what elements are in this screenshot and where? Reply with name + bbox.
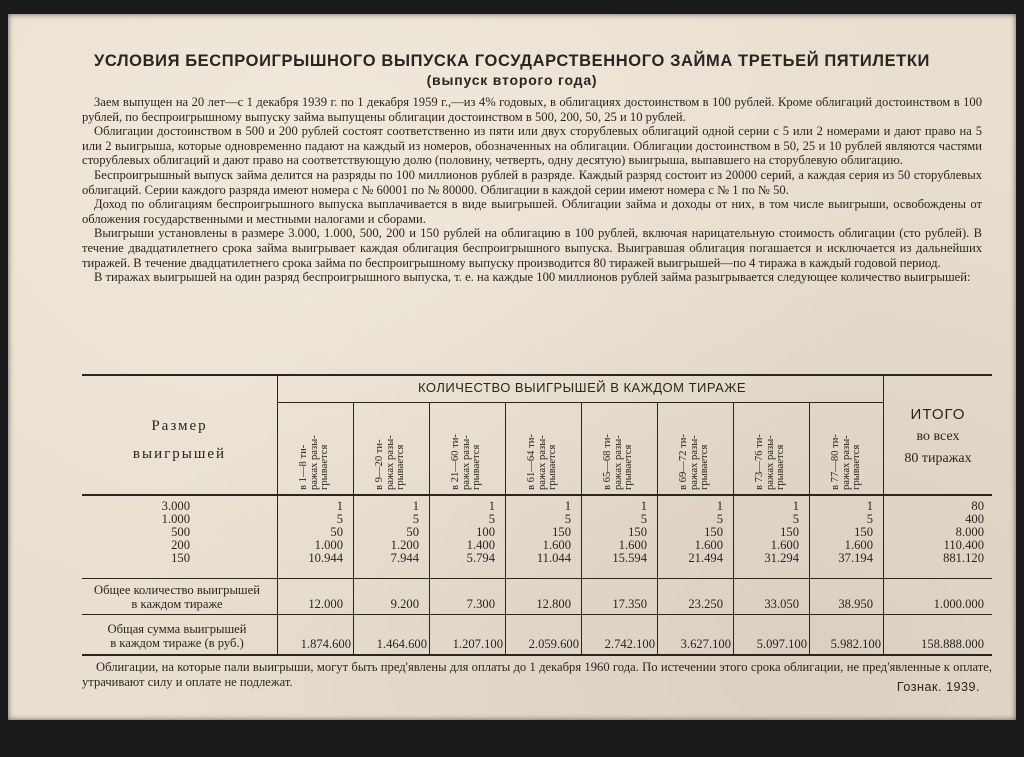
sum-row-label: Общая сумма выигрышей в каждом тираже (в руб.) — [107, 622, 247, 650]
sum-cell: 2.059.600 — [528, 637, 579, 651]
count-cell: 38.950 — [838, 597, 873, 611]
total-all-draws-values: 80 400 8.000 110.400 881.120 — [943, 499, 984, 565]
draws-73-76-values: 1 5 150 1.600 31.294 — [764, 499, 799, 565]
column-header-text: в 21—60 ти- ражах разы- грывается — [450, 434, 483, 490]
sums-top-rule — [82, 614, 992, 615]
table-bottom-rule — [82, 654, 992, 656]
footer-paragraph: Облигации, на которые пали выигрыши, могут быть пред'явлены для оплаты до 1 декабря 1960 года. По истечении этого срока облигации, не пред'явленные к оплате, утрачивают силу и оплате не подлежат. — [82, 660, 992, 689]
total-header-line-1: ИТОГО — [910, 406, 966, 423]
paragraph-table-intro: В тиражах выигрышей на один разряд беспроигрышного выпуска, т. е. на каждые 100 миллионов рублей займа разыгрывается следующее количество выигрышей: — [94, 270, 971, 285]
draws-65-68-values: 1 5 150 1.600 15.594 — [612, 499, 647, 565]
count-cell: 12.000 — [308, 597, 343, 611]
size-header-line-2: выигрышей — [132, 446, 227, 462]
count-cell: 23.250 — [688, 597, 723, 611]
column-header — [429, 404, 505, 490]
document-title: УСЛОВИЯ БЕСПРОИГРЫШНОГО ВЫПУСКА ГОСУДАРСТВЕННОГО ЗАЙМА ТРЕТЬЕЙ ПЯТИЛЕТКИ — [94, 52, 930, 70]
column-header — [581, 404, 657, 490]
count-cell: 33.050 — [764, 597, 799, 611]
column-header-text: в 61—64 ти- ражах разы- грывается — [526, 434, 559, 490]
count-total-cell: 1.000.000 — [933, 597, 984, 611]
column-header — [657, 404, 733, 490]
column-header-text: в 1—8 ти- ражах разы- грывается — [298, 435, 331, 490]
group-header: КОЛИЧЕСТВО ВЫИГРЫШЕЙ В КАЖДОМ ТИРАЖЕ — [417, 380, 747, 395]
prize-size-column: 3.000 1.000 500 200 150 — [161, 499, 190, 565]
sum-cell: 5.982.100 — [830, 637, 881, 651]
group-header-rule — [277, 402, 883, 403]
conditions-text — [82, 95, 982, 285]
sum-cell: 3.627.100 — [680, 637, 731, 651]
paragraph-denominations: Облигации достоинством в 500 и 200 рублей состоят соответственно из пяти или двух сторублевых облигаций одной серии с 5 или 2 номерами и дают право на 5 или 2 выигрыша, которые одновременно падают на каждый из номеров, обозначенных на облигации. Облигации достоинством в 50, 25 и 10 рублей являются частями сторублевых облигаций и дают право на соответствующую долю (половину, четверть, одну десятую) выигрыша, выпавшего на сторублевую облигацию. — [82, 124, 982, 168]
total-header-line-2: во всех — [916, 429, 960, 444]
total-header — [884, 404, 992, 470]
column-header — [733, 404, 809, 490]
size-header — [82, 412, 277, 468]
size-header-line-1: Размер — [151, 418, 208, 434]
total-header-line-3: 80 тиражах — [904, 451, 972, 466]
sum-cell: 1.464.600 — [376, 637, 427, 651]
paragraph-series: Беспроигрышный выпуск займа делится на разряды по 100 миллионов рублей в разряде. Каждый разряд состоит из 20000 серий, а каждая серия из 50 сторублевых облигаций. Серии каждого разряда имеют номера с № 60001 по № 80000. Облигации в каждой серии имеют номера с № 1 по № 50. — [82, 167, 982, 197]
sum-cell: 1.874.600 — [300, 637, 351, 651]
column-header — [505, 404, 581, 490]
bond-back-page — [8, 14, 1016, 720]
paragraph-term: Заем выпущен на 20 лет—с 1 декабря 1939 г. по 1 декабря 1959 г.,—из 4% годовых, в облигациях достоинством в 100 рублей. Кроме облигаций достоинством в 100 рублей, по беспроигрышному выпуску займа выпущены облигации достоинством в 500, 200, 50, 25 и 10 рублей. — [82, 95, 982, 124]
sum-cell: 1.207.100 — [452, 637, 503, 651]
column-header — [353, 404, 429, 490]
draws-9-20-values: 1 5 50 1.200 7.944 — [390, 499, 419, 565]
header-bottom-rule — [82, 494, 992, 496]
draws-77-80-values: 1 5 150 1.600 37.194 — [838, 499, 873, 565]
draws-1-8-values: 1 5 50 1.000 10.944 — [308, 499, 343, 565]
sum-total-cell: 158.888.000 — [921, 637, 984, 651]
column-header-text: в 73—76 ти- ражах разы- грывается — [754, 434, 787, 490]
column-header — [277, 404, 353, 490]
count-cell: 9.200 — [390, 597, 419, 611]
count-cell: 17.350 — [612, 597, 647, 611]
paragraph-prizes: Выигрыши установлены в размере 3.000, 1.000, 500, 200 и 150 рублей на облигацию в 100 рублей, включая нарицательную стоимость облигации (сто рублей). В течение двадцатилетнего срока займа выигрывает каждая облигация беспроигрышного выпуска. Выигравшая облигация погашается и исключается из дальнейших тиражей. В течение двадцатилетнего срока займа по беспроигрышному выпуску производится 80 тиражей выигрышей—по 4 тиража в каждый годовой период. — [82, 226, 982, 270]
sum-cell: 5.097.100 — [756, 637, 807, 651]
footer-text — [82, 660, 992, 689]
prizes-table — [82, 368, 992, 658]
count-cell: 7.300 — [466, 597, 495, 611]
column-header-text: в 65—68 ти- ражах разы- грывается — [602, 434, 635, 490]
table-top-rule — [82, 374, 992, 376]
counts-top-rule — [82, 578, 992, 579]
paragraph-income: Доход по облигациям беспроигрышного выпуска выплачивается в виде выигрышей. Облигации займа и доходы от них, в том числе выигрыши, освобождены от обложения государственными и местными налогами и сборами. — [82, 197, 982, 226]
draws-61-64-values: 1 5 150 1.600 11.044 — [536, 499, 571, 565]
column-header-text: в 9—20 ти- ражах разы- грывается — [374, 435, 407, 490]
draws-69-72-values: 1 5 150 1.600 21.494 — [688, 499, 723, 565]
document-subtitle: (выпуск второго года) — [426, 72, 598, 88]
draws-21-60-values: 1 5 100 1.400 5.794 — [466, 499, 495, 565]
count-cell: 12.800 — [536, 597, 571, 611]
column-header-text: в 69—72 ти- ражах разы- грывается — [678, 434, 711, 490]
count-row-label: Общее количество выигрышей в каждом тираже — [94, 583, 260, 611]
column-header — [809, 404, 885, 490]
printer-imprint: Гознак. 1939. — [896, 680, 980, 694]
column-header-text: в 77—80 ти- ражах разы- грывается — [830, 434, 863, 490]
sum-cell: 2.742.100 — [604, 637, 655, 651]
